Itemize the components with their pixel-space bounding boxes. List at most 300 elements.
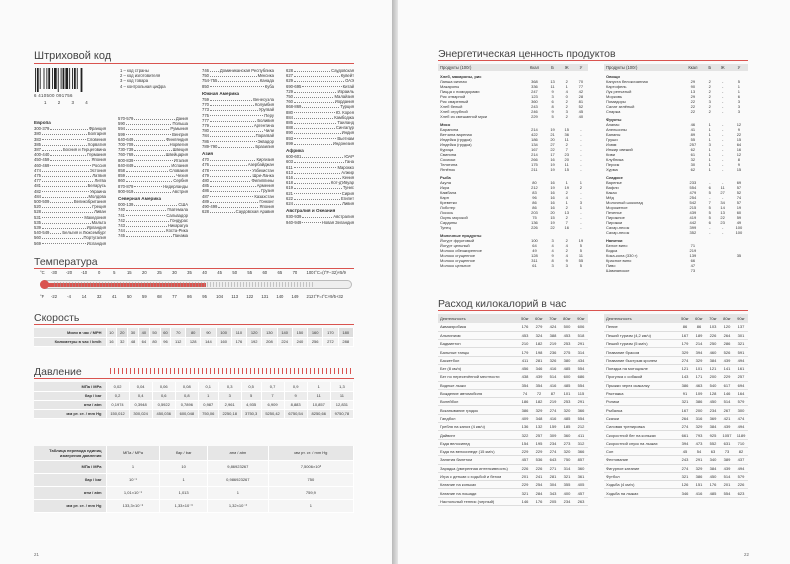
country-name: Саудовская xyxy=(331,68,354,73)
country-code: 613 xyxy=(286,169,293,175)
country-code: 624 xyxy=(286,201,293,207)
fahrenheit-value: 59 xyxy=(142,294,147,299)
food-value: 29 xyxy=(690,79,696,84)
kcal-value: 416 xyxy=(546,364,560,372)
country-codes-col1 xyxy=(34,118,106,246)
country-name: Тунис xyxy=(342,185,354,191)
kcal-value: 121 xyxy=(706,364,720,372)
food-value: 55 xyxy=(578,258,584,263)
fahrenheit-value: 50 xyxy=(126,294,132,299)
food-value: 3 xyxy=(737,99,741,104)
food-value: 1 xyxy=(708,162,711,167)
activity-name: Поездка на мотоцикле xyxy=(604,364,678,372)
food-value: 4 xyxy=(565,195,568,200)
kcal-value: 226 xyxy=(532,464,546,472)
speed-value: 256 xyxy=(308,337,323,346)
leader xyxy=(126,126,169,130)
region-heading: Африка xyxy=(286,148,304,154)
leader xyxy=(42,204,91,208)
pressure-value: 9750,78 xyxy=(330,409,353,418)
speed-value: 80 xyxy=(186,328,201,337)
kcal-value: 343 xyxy=(546,489,560,497)
barcode-bar xyxy=(58,68,59,92)
kcal-value: 82 xyxy=(734,447,748,455)
barcode-mark: 3 xyxy=(71,100,75,105)
kcal-value: 591 xyxy=(734,348,748,356)
kcal-value: 74 xyxy=(518,389,532,397)
barcode-bar xyxy=(61,68,62,89)
kcal-value: 661 xyxy=(678,431,692,439)
celsius-value: -30 xyxy=(50,270,58,275)
food-value: 13 xyxy=(550,79,555,84)
country-name: Словакия xyxy=(169,168,188,174)
food-value: 2 xyxy=(565,79,568,84)
food-value: 3 xyxy=(579,200,583,205)
speed-value: 192 xyxy=(247,337,262,346)
speed-value: 70 xyxy=(171,328,186,337)
country-name: Испания xyxy=(171,162,188,168)
barcode-bar xyxy=(74,68,76,89)
leader xyxy=(294,110,335,114)
food-value: 2 xyxy=(565,248,568,253)
food-name: Водка xyxy=(606,248,618,253)
country-code: 616 xyxy=(286,175,293,181)
leader xyxy=(294,68,330,72)
country-code: 750 xyxy=(202,73,209,79)
kcal-value: 236 xyxy=(546,348,560,356)
country-name: Швеция xyxy=(172,147,188,153)
country-code: 535 xyxy=(34,219,41,225)
leader xyxy=(294,130,341,134)
food-value: 86 xyxy=(532,200,537,205)
food-value: 45 xyxy=(578,109,584,114)
country-code: 490-499 xyxy=(202,204,218,210)
kcal-header-row xyxy=(604,314,748,323)
speed-value: 160 xyxy=(216,337,231,346)
speed-unit-label: Километры в час / km/h xyxy=(34,337,106,346)
kcal-value: 167 xyxy=(678,331,692,339)
country-name: Узбекистан xyxy=(252,167,274,173)
country-code: 520 xyxy=(34,204,41,210)
country-name: Эквадор xyxy=(257,138,274,144)
activity-name: Прыжки через скакалку xyxy=(604,381,678,389)
country-name: Украина xyxy=(90,188,106,194)
food-name: Курица xyxy=(440,147,454,152)
pressure-value: 0,3948 xyxy=(129,400,152,409)
food-value: 2 xyxy=(565,190,568,195)
activity-name: Занятия балетом xyxy=(438,456,518,464)
kcal-row xyxy=(438,389,588,397)
country-name: Вьетнам xyxy=(337,135,354,141)
kcal-row xyxy=(604,423,748,431)
food-value: 214 xyxy=(531,127,538,132)
kcal-value: 686 xyxy=(574,373,588,381)
country-code: 622 xyxy=(286,195,293,201)
country-code-row xyxy=(34,241,106,246)
activity-name: Пеший туризм (5 км/ч) xyxy=(604,340,678,348)
speed-row xyxy=(34,337,354,346)
food-category-row xyxy=(604,114,748,122)
food-value: 5 xyxy=(708,190,711,195)
food-value: 9 xyxy=(737,127,741,132)
kcal-value: 439 xyxy=(532,373,546,381)
conversion-cell: 1 xyxy=(160,473,208,486)
food-category-row xyxy=(604,172,748,180)
leader xyxy=(294,120,336,124)
speed-value: 180 xyxy=(338,328,353,337)
food-value: - xyxy=(580,167,582,172)
celsius-value: 60 xyxy=(262,270,268,275)
kcal-value: 101 xyxy=(692,364,706,372)
barcode-bar xyxy=(46,68,47,89)
food-value: 11 xyxy=(720,185,725,190)
leader xyxy=(134,163,170,167)
kcal-header-cell: 90кг xyxy=(574,314,588,323)
food-value: 19 xyxy=(578,238,584,243)
leader xyxy=(126,121,171,125)
kcal-value: 101 xyxy=(560,389,574,397)
kcal-value: 453 xyxy=(560,331,574,339)
barcode-bar xyxy=(69,68,70,89)
kcal-value: 411 xyxy=(574,431,588,439)
food-value: 266 xyxy=(531,157,538,162)
activity-name: Альпинизм xyxy=(438,331,518,339)
leader xyxy=(42,173,91,177)
country-name: Греция xyxy=(92,204,106,210)
pressure-value: 0,1974 xyxy=(106,400,129,409)
food-name: Рис сваренный xyxy=(440,99,469,104)
food-value: - xyxy=(580,137,582,142)
kcal-value: 485 xyxy=(706,489,720,497)
activity-name: Езда на велосипеде (15 км/ч) xyxy=(438,447,518,455)
kcal-value: 176 xyxy=(532,497,546,505)
country-name: Япония xyxy=(91,157,106,163)
speed-value: 288 xyxy=(338,337,353,346)
food-value: 14 xyxy=(720,205,725,210)
food-value: - xyxy=(580,152,582,157)
leader xyxy=(210,118,256,122)
leader xyxy=(126,223,167,227)
food-value: 3 xyxy=(737,104,741,109)
pressure-value: 6750,54 xyxy=(284,409,307,418)
kcal-header-row xyxy=(438,314,588,323)
leader xyxy=(42,215,83,219)
country-code: 619 xyxy=(286,185,293,191)
country-code: 383 xyxy=(34,136,41,142)
kcal-value: 421 xyxy=(720,414,734,422)
kcal-value: 271 xyxy=(546,464,560,472)
food-value: 214 xyxy=(531,152,538,157)
kcal-value: 185 xyxy=(560,423,574,431)
food-value: 11 xyxy=(578,253,583,258)
food-value: 20 xyxy=(564,157,569,162)
food-value: - xyxy=(721,109,724,114)
country-name: Индия xyxy=(341,130,354,136)
leader xyxy=(218,144,254,148)
food-value: - xyxy=(721,104,724,109)
food-value: 19 xyxy=(550,167,555,172)
fahrenheit-value: -22 xyxy=(50,294,58,299)
celsius-value: 25 xyxy=(157,270,162,275)
food-name: Красное вино xyxy=(606,258,632,263)
leader xyxy=(294,141,332,145)
country-name: Австралия xyxy=(333,214,354,220)
food-category-row xyxy=(438,230,588,238)
country-code: 500-509 xyxy=(34,199,50,205)
conversion-cell: 750 xyxy=(268,473,353,486)
leader xyxy=(294,170,340,174)
kcal-table-right xyxy=(604,314,748,498)
food-value: 399 xyxy=(689,225,697,230)
food-name: Индейка (грудка) xyxy=(440,142,472,147)
country-code: 741 xyxy=(118,212,125,218)
country-name: Сальвадор xyxy=(166,212,188,218)
country-code: 479 xyxy=(202,172,209,178)
country-name: Казахстан xyxy=(254,193,274,199)
food-value: 554 xyxy=(689,185,697,190)
activity-name: Езда велосипед xyxy=(438,439,518,447)
fahrenheit-value: 212 xyxy=(306,294,314,299)
food-value: 62 xyxy=(690,167,696,172)
food-value: 30 xyxy=(690,162,696,167)
country-code: 474 xyxy=(34,167,41,173)
pressure-value: 600,048 xyxy=(175,409,198,418)
energy-header-row xyxy=(604,64,748,71)
food-value: 16 xyxy=(550,157,555,162)
conversion-cell: МПа / MPa xyxy=(34,460,106,473)
food-name: Сахар-песок xyxy=(606,225,630,230)
kcal-value: 485 xyxy=(560,414,574,422)
activity-name: Скачки xyxy=(604,414,678,422)
country-name: Бельгия и Люксембург xyxy=(62,230,106,236)
leader xyxy=(42,131,87,135)
country-name: Австрия xyxy=(172,188,188,194)
leader xyxy=(210,97,252,101)
kcal-value: 579 xyxy=(734,472,748,480)
leader xyxy=(134,142,168,146)
speed-value: 120 xyxy=(247,328,262,337)
food-value: - xyxy=(721,147,724,152)
pressure-unit-label: мм рт. ст. / mm Hg xyxy=(34,409,106,418)
pressure-value: 0,9 xyxy=(284,382,307,391)
kcal-value: 241 xyxy=(532,472,546,480)
country-name: Мексика xyxy=(257,73,274,79)
food-category: Сладкое xyxy=(606,175,623,180)
pressure-value: 300,024 xyxy=(129,409,152,418)
kcal-value: 137 xyxy=(734,323,748,331)
pressure-value: 2250,18 xyxy=(218,409,241,418)
food-value: 1 xyxy=(565,84,568,89)
food-value: 2 xyxy=(565,104,568,109)
barcode-mark: 4 xyxy=(85,100,88,105)
kcal-value: 103 xyxy=(706,323,720,331)
kcal-value: 623 xyxy=(734,489,748,497)
conversion-cell: мм рт. ст. / mm Hg xyxy=(34,499,106,512)
kcal-value: 439 xyxy=(720,423,734,431)
kcal-value: 115 xyxy=(574,389,588,397)
kcal-value: 450 xyxy=(706,398,720,406)
food-name: Хлеб из смешанной муки xyxy=(440,114,487,119)
kcal-value: 354 xyxy=(518,381,532,389)
food-value: 100 xyxy=(735,225,743,230)
country-code: 744 xyxy=(118,228,125,234)
pressure-value: 9 xyxy=(284,391,307,400)
food-value: 215 xyxy=(689,205,697,210)
food-value: - xyxy=(721,89,724,94)
kcal-value: 176 xyxy=(706,481,720,489)
kcal-value: 322 xyxy=(518,431,532,439)
kcal-row xyxy=(604,356,748,364)
activity-name: Пение xyxy=(604,323,678,331)
food-value: 479 xyxy=(689,190,697,195)
country-codes-col3 xyxy=(202,68,274,214)
country-code: 729 xyxy=(286,88,293,94)
kcal-value: 320 xyxy=(560,406,574,414)
country-code: 385 xyxy=(34,141,41,147)
country-name: Израиль xyxy=(337,88,354,94)
food-value: 22 xyxy=(720,215,725,220)
kcal-value: 143 xyxy=(678,373,692,381)
celsius-value: 50 xyxy=(232,270,238,275)
food-category: Фрукты xyxy=(606,117,622,122)
leader xyxy=(218,204,258,208)
food-value: 80 xyxy=(532,180,537,185)
kcal-value: 210 xyxy=(518,340,532,348)
country-name: Ливан xyxy=(94,209,106,215)
food-value: - xyxy=(580,127,582,132)
leader xyxy=(302,220,320,224)
food-value: 40 xyxy=(578,114,584,119)
country-code: 800-839 xyxy=(118,157,134,163)
food-value: - xyxy=(580,142,582,147)
food-value: 66 xyxy=(690,258,696,263)
activity-name: Фигурное катание xyxy=(604,464,678,472)
energy-header-cell: Ж xyxy=(715,64,729,71)
country-name: Финляндия xyxy=(166,136,188,142)
kcal-value: 424 xyxy=(546,323,560,331)
energy-header-cell: Ж xyxy=(560,64,574,71)
food-value: 1 xyxy=(737,84,741,89)
fahrenheit-value: 32 xyxy=(96,294,102,299)
food-value: 229 xyxy=(531,114,538,119)
speed-value: 60 xyxy=(160,328,171,337)
pressure-value: 750,06 xyxy=(198,409,218,418)
food-category: Мясо xyxy=(440,122,451,127)
food-value: 442 xyxy=(689,220,697,225)
food-value: 19 xyxy=(550,220,555,225)
barcode-bar xyxy=(37,68,39,92)
speed-row xyxy=(34,328,354,337)
food-name: Камбала xyxy=(440,190,457,195)
kcal-value: 219 xyxy=(546,398,560,406)
country-name: Эстония xyxy=(89,167,106,173)
food-value: 9 xyxy=(737,162,741,167)
leader xyxy=(50,199,72,203)
food-value: 542 xyxy=(689,200,697,205)
kcal-value: 321 xyxy=(560,472,574,480)
fahrenheit-value: 77 xyxy=(172,294,177,299)
kcal-value: 321 xyxy=(518,489,532,497)
kcal-value: 281 xyxy=(546,472,560,480)
kcal-value: 121 xyxy=(678,364,692,372)
kcal-value: 485 xyxy=(560,364,574,372)
country-code: 629 xyxy=(286,78,293,84)
conversion-cell: 1,013 xyxy=(160,486,208,499)
food-value: 19 xyxy=(564,185,569,190)
kcal-row xyxy=(604,398,748,406)
leader xyxy=(42,209,93,213)
food-value: 15 xyxy=(736,137,742,142)
pressure-value: 0,7 xyxy=(261,382,284,391)
country-code: 484 xyxy=(34,193,41,199)
country-code: 890 xyxy=(286,130,293,136)
speed-unit-label: Мили в час / MPH xyxy=(34,328,106,337)
food-name: Мороженое xyxy=(606,205,628,210)
country-name: Шри-Ланка xyxy=(252,172,274,178)
fahrenheit-value: 95 xyxy=(202,294,207,299)
leader xyxy=(50,152,86,156)
kcal-row xyxy=(438,398,588,406)
food-value: 13 xyxy=(690,89,696,94)
fahrenheit-value: 140 xyxy=(276,294,284,299)
country-name: Молдова xyxy=(88,193,106,199)
kcal-value: 439 xyxy=(720,356,734,364)
kcal-header-cell: Деятельность xyxy=(438,314,518,323)
food-value: 34 xyxy=(720,200,725,205)
kcal-header-cell: 80кг xyxy=(720,314,734,323)
kcal-value: 321 xyxy=(678,398,692,406)
pressure-row xyxy=(34,400,354,409)
barcode-digits: 6 410500 091756 xyxy=(34,93,73,98)
kcal-value: 316 xyxy=(692,414,706,422)
conversion-cell: 133,3×10⁻⁶ xyxy=(106,499,160,512)
food-category-row xyxy=(604,235,748,243)
kcal-value: 274 xyxy=(678,464,692,472)
kcal-value: 514 xyxy=(720,398,734,406)
food-category: Напитки xyxy=(606,238,623,243)
celsius-value: 15 xyxy=(126,270,132,275)
country-name: Германия xyxy=(87,152,106,158)
leader xyxy=(42,168,89,172)
pressure-value: 450,036 xyxy=(152,409,175,418)
kcal-value: 329 xyxy=(692,464,706,472)
country-code: 888 xyxy=(286,125,293,131)
country-code: 880 xyxy=(286,109,293,115)
country-code: 754-755 xyxy=(202,78,218,84)
food-value: - xyxy=(580,220,582,225)
food-value: 16 xyxy=(550,190,555,195)
speed-value: 10 xyxy=(106,328,117,337)
country-name: ЮАР xyxy=(344,154,354,160)
country-code: 621 xyxy=(286,190,293,196)
food-value: 5 xyxy=(579,263,583,268)
food-name: Йогурт фруктовый xyxy=(440,238,475,243)
food-value: 57 xyxy=(736,200,742,205)
food-value: 22 xyxy=(550,147,555,152)
activity-name: Ролики xyxy=(604,398,678,406)
speed-title: Скорость xyxy=(34,312,80,324)
kcal-value: 360 xyxy=(574,464,588,472)
celsius-value: 45 xyxy=(217,270,222,275)
kcal-value: 219 xyxy=(546,340,560,348)
country-code-row xyxy=(286,201,354,206)
food-value: 5 xyxy=(708,215,711,220)
food-value: 23 xyxy=(564,152,569,157)
food-name: Икра xyxy=(440,185,450,190)
activity-name: Прогулка с собакой xyxy=(604,373,678,381)
food-value xyxy=(715,268,729,273)
pressure-value: 0,4 xyxy=(129,391,152,400)
